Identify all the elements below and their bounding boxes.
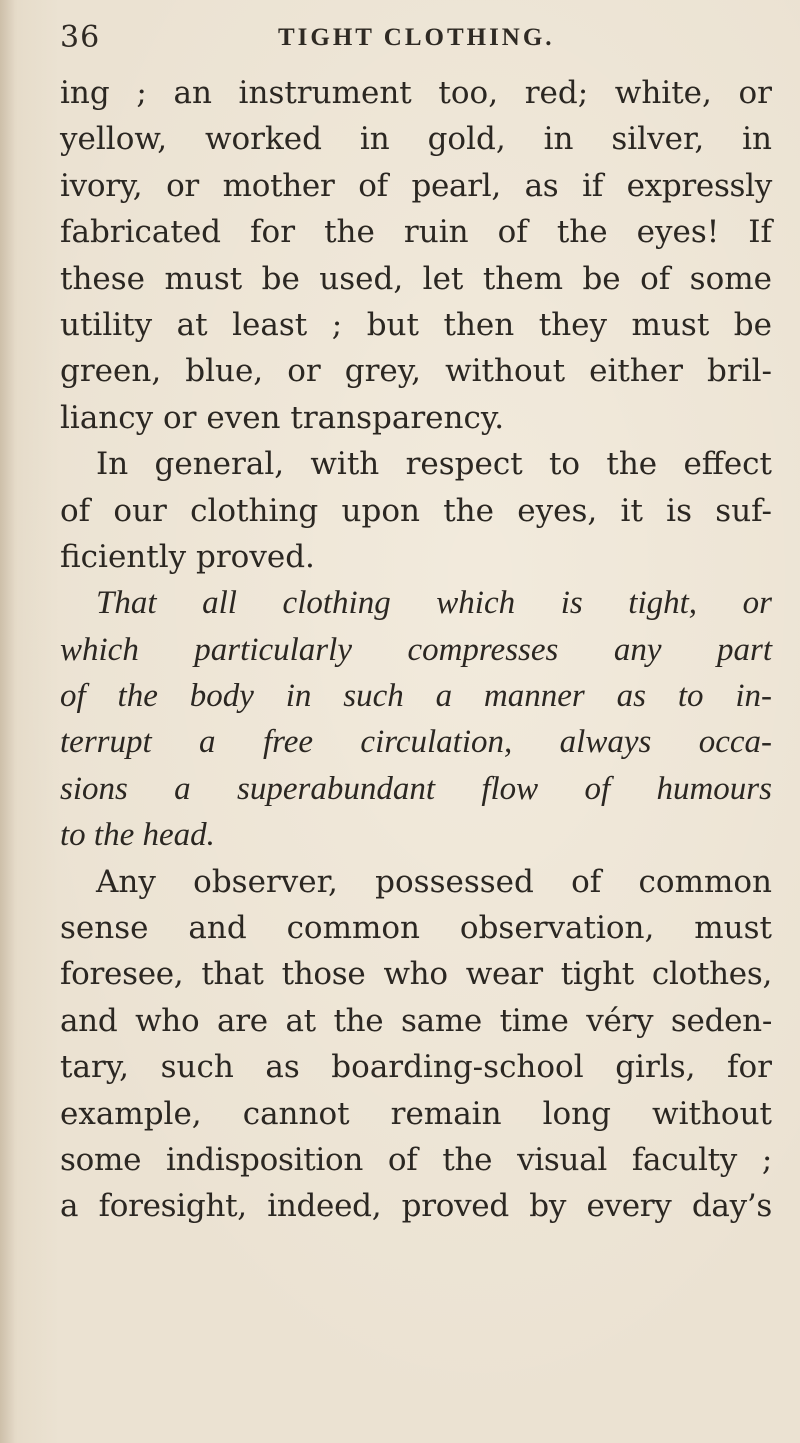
text-line: ivory, or mother of pearl, as if expressly [60,167,772,204]
text-line: liancy or even transparency. [60,399,505,436]
text-line: ficiently proved. [60,538,315,575]
page-number: 36 [60,20,101,55]
text-line: utility at least ; but then they must be [60,306,772,343]
text-line: tary, such as boarding-school girls, for [60,1049,772,1086]
text-line: example, cannot remain long without [60,1095,772,1132]
text-line: of our clothing upon the eyes, it is suf- [60,492,772,529]
text-line: fabricated for the ruin of the eyes! If [60,214,772,251]
text-line: and who are at the same time véry seden- [60,1002,772,1039]
italic-text-line: of the body in such a manner as to in- [60,678,772,715]
page-header [60,18,760,66]
text-line: yellow, worked in gold, in silver, in [60,121,772,158]
italic-text-line: terrupt a free circulation, always occa- [60,724,772,761]
text-line: sense and common observation, must [60,910,772,947]
text-line: a foresight, indeed, proved by every day’s [60,1188,772,1225]
body-text [60,70,772,1230]
text-line: these must be used, let them be of some [60,260,772,297]
text-line: green, blue, or grey, without either bril- [60,353,772,390]
running-title: TIGHT CLOTHING. [278,24,555,51]
text-line: Any observer, possessed of common [96,863,772,900]
text-line: foresee, that those who wear tight clothes, [60,956,772,993]
page-gutter-edge [0,0,14,1443]
text-line: some indisposition of the visual faculty ; [60,1141,772,1178]
italic-text-line: to the head. [60,817,215,854]
text-line: In general, with respect to the effect [96,446,772,483]
italic-text-line: That all clothing which is tight, or [96,585,772,622]
text-line: ing ; an instrument too, red; white, or [60,75,772,111]
italic-text-line: which particularly compresses any part [60,631,772,668]
italic-text-line: sions a superabundant flow of humours [60,770,772,807]
